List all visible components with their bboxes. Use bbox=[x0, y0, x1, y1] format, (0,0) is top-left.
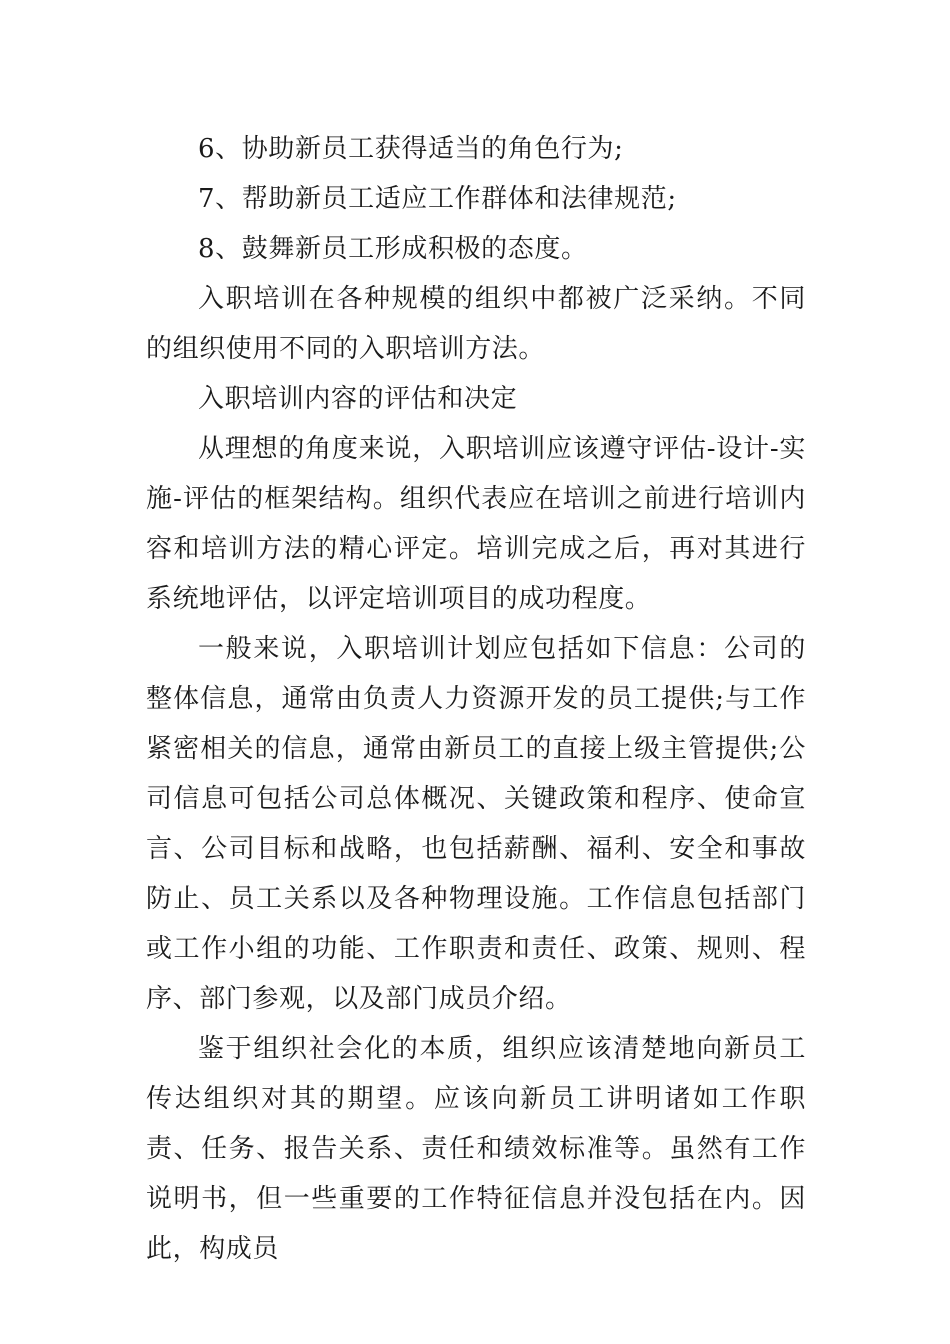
list-item-7: 7、帮助新员工适应工作群体和法律规范; bbox=[198, 184, 677, 214]
paragraph-adoption: 入职培训在各种规模的组织中都被广泛采纳。不同的组织使用不同的入职培训方法。 bbox=[146, 284, 806, 364]
list-item-6: 6、协助新员工获得适当的角色行为; bbox=[198, 134, 624, 164]
paragraph-framework: 从理想的角度来说，入职培训应该遵守评估-设计-实施-评估的框架结构。组织代表应在培训之前进行培训内容和培训方法的精心评定。培训完成之后，再对其进行系统地评估，以评定培训项目的成功程度。 bbox=[146, 434, 806, 614]
list-item-8: 8、鼓舞新员工形成积极的态度。 bbox=[198, 234, 588, 264]
document-body bbox=[146, 124, 806, 1274]
paragraph-expectations: 鉴于组织社会化的本质，组织应该清楚地向新员工传达组织对其的期望。应该向新员工讲明诸如工作职责、任务、报告关系、责任和绩效标准等。虽然有工作说明书，但一些重要的工作特征信息并没包括在内。因此，构成员 bbox=[146, 1034, 806, 1264]
paragraph-content: 一般来说，入职培训计划应包括如下信息：公司的整体信息，通常由负责人力资源开发的员工提供;与工作紧密相关的信息，通常由新员工的直接上级主管提供;公司信息可包括公司总体概况、关键政策和程序、使命宣言、公司目标和战略，也包括薪酬、福利、安全和事故防止、员工关系以及各种物理设施。工作信息包括部门或工作小组的功能、工作职责和责任、政策、规则、程序、部门参观，以及部门成员介绍。 bbox=[146, 634, 806, 1014]
section-heading: 入职培训内容的评估和决定 bbox=[198, 384, 518, 414]
